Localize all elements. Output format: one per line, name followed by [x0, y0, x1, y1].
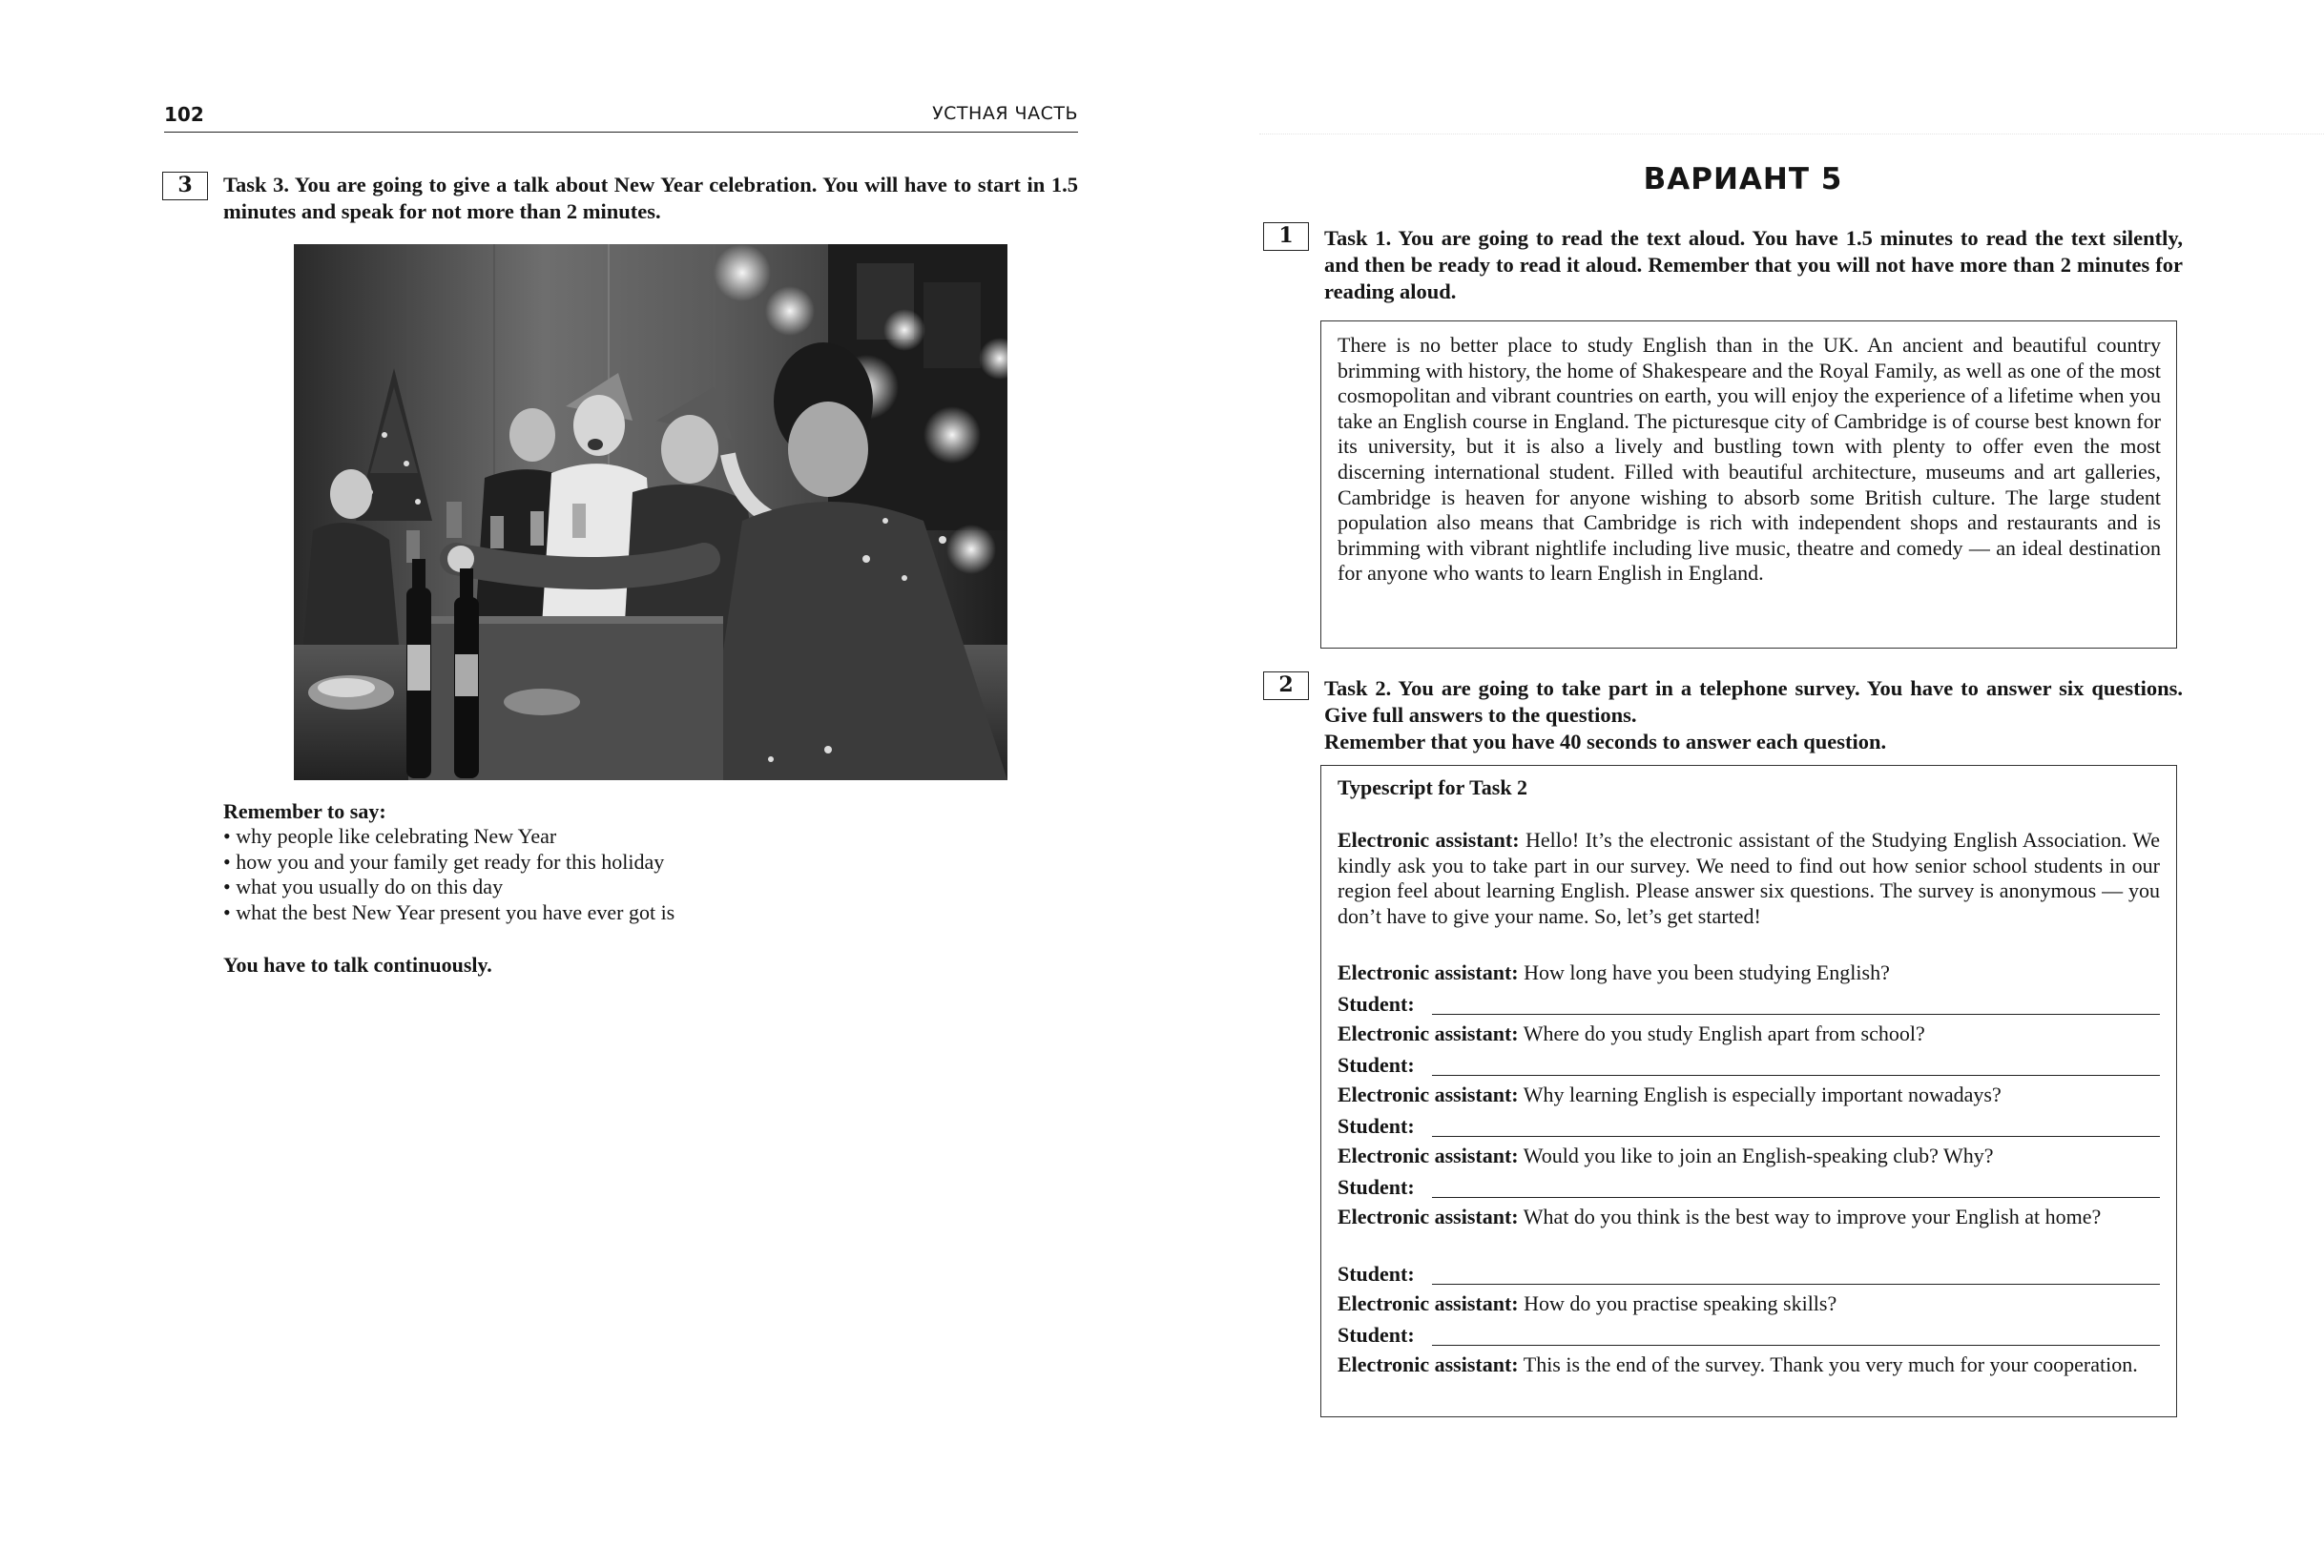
assistant-intro — [1338, 828, 2160, 929]
task1-instruction — [1324, 225, 2183, 305]
party-photo-illustration — [294, 244, 1007, 780]
header-rule — [164, 132, 1078, 133]
student-answer-row-6[interactable] — [1338, 1323, 2160, 1348]
student-answer-row-1[interactable] — [1338, 992, 2160, 1017]
task2-instruction-line2: Remember that you have 40 seconds to answer each question. — [1324, 730, 1887, 753]
talk-point: • why people like celebrating New Year — [223, 824, 674, 850]
speaker-label: Electronic assistant: — [1338, 828, 1520, 852]
task1-instruction-text: Task 1. You are going to read the text aloud. You have 1.5 minutes to read the text silently, and then be ready to read it aloud. Remember that you will not have more than 2 minutes for reading aloud. — [1324, 226, 2183, 303]
task2-number-box: 2 — [1263, 671, 1309, 700]
student-label: Student: — [1338, 1323, 1415, 1347]
talk-points-list — [223, 824, 674, 925]
task2-instruction-line1: Task 2. You are going to take part in a telephone survey. You have to answer six questions. Give full answers to the questions. — [1324, 676, 2183, 727]
answer-blank-line[interactable] — [1432, 1014, 2160, 1015]
speaker-label: Electronic assistant: — [1338, 1291, 1519, 1315]
answer-blank-line[interactable] — [1432, 1136, 2160, 1137]
answer-blank-line[interactable] — [1432, 1284, 2160, 1285]
task1-reading-text: There is no better place to study English than in the UK. An ancient and beautiful country brimming with history, the home of Shakespeare and the Royal Family, as well as one of the most cosmopolitan and vibrant countries on earth, you will enjoy the experience of a lifetime when you take an English course in England. The picturesque city of Cambridge is of course best known for its university, but it is also a lively and bustling town with plenty to offer even the most discerning international student. Filled with beautiful architecture, museums and art galleries, Cambridge is heaven for anyone wishing to absorb some British culture. The large student population also means that Cambridge is rich with independent shops and restaurants and is brimming with vibrant nightlife including live music, theatre and comedy — an ideal destination for anyone who wants to learn English in England. — [1338, 333, 2161, 586]
speaker-label: Electronic assistant: — [1338, 1144, 1519, 1167]
task3-instruction — [223, 172, 1078, 225]
question-text: What do you think is the best way to improve your English at home? — [1523, 1205, 2102, 1228]
question-text: Where do you study English apart from school? — [1523, 1021, 1925, 1045]
typescript-title: Typescript for Task 2 — [1338, 775, 1528, 799]
task2-typescript-box — [1320, 765, 2177, 1417]
task1-number-box: 1 — [1263, 222, 1309, 251]
variant-title: ВАРИАНТ 5 — [1643, 162, 1843, 196]
task3-instruction-text: Task 3. You are going to give a talk about New Year celebration. You will have to start in 1.5 minutes and speak for not more than 2 minutes. — [223, 173, 1078, 223]
task1-reading-box — [1320, 320, 2177, 649]
assistant-question-4 — [1338, 1144, 2160, 1169]
speaker-label: Electronic assistant: — [1338, 1021, 1519, 1045]
assistant-question-1 — [1338, 960, 2160, 986]
right-page — [1162, 0, 2324, 1568]
speaker-label: Electronic assistant: — [1338, 960, 1519, 984]
speaker-label: Electronic assistant: — [1338, 1205, 1519, 1228]
remember-title: Remember to say: — [223, 799, 386, 823]
student-answer-row-4[interactable] — [1338, 1175, 2160, 1200]
answer-blank-line[interactable] — [1432, 1345, 2160, 1346]
question-text: Why learning English is especially important nowadays? — [1523, 1083, 2002, 1106]
task3-number-box: 3 — [162, 172, 208, 200]
assistant-question-2 — [1338, 1021, 2160, 1047]
assistant-question-5 — [1338, 1205, 2160, 1230]
student-label: Student: — [1338, 1262, 1415, 1286]
student-answer-row-2[interactable] — [1338, 1053, 2160, 1078]
speaker-label: Electronic assistant: — [1338, 1352, 1519, 1376]
student-label: Student: — [1338, 1114, 1415, 1138]
talk-point: • what the best New Year present you have ever got is — [223, 900, 674, 926]
talk-point: • what you usually do on this day — [223, 875, 674, 900]
student-label: Student: — [1338, 992, 1415, 1016]
task3-closing: You have to talk continuously. — [223, 953, 492, 977]
student-label: Student: — [1338, 1175, 1415, 1199]
question-text: How long have you been studying English? — [1524, 960, 1890, 984]
task2-instruction — [1324, 675, 2183, 755]
running-head: УСТНАЯ ЧАСТЬ — [932, 103, 1078, 124]
assistant-question-6 — [1338, 1291, 2160, 1317]
question-text: How do you practise speaking skills? — [1524, 1291, 1837, 1315]
page-number: 102 — [164, 103, 204, 126]
student-label: Student: — [1338, 1053, 1415, 1077]
answer-blank-line[interactable] — [1432, 1197, 2160, 1198]
student-answer-row-3[interactable] — [1338, 1114, 2160, 1139]
speaker-label: Electronic assistant: — [1338, 1083, 1519, 1106]
new-year-party-photo — [294, 244, 1007, 780]
outro-text: This is the end of the survey. Thank you very much for your cooperation. — [1523, 1352, 2138, 1376]
assistant-outro — [1338, 1352, 2160, 1378]
answer-blank-line[interactable] — [1432, 1075, 2160, 1076]
student-answer-row-5[interactable] — [1338, 1262, 2160, 1287]
talk-point: • how you and your family get ready for this holiday — [223, 850, 674, 876]
question-text: Would you like to join an English-speaking club? Why? — [1523, 1144, 1994, 1167]
assistant-question-3 — [1338, 1083, 2160, 1108]
intro-text: Hello! It’s the electronic assistant of the Studying English Association. We kindly ask you to take part in our survey. We need to find out how senior school students in our region feel about learning English. Please answer six questions. The survey is anonymous — you don’t have to give your name. So, let’s get started! — [1338, 828, 2160, 928]
